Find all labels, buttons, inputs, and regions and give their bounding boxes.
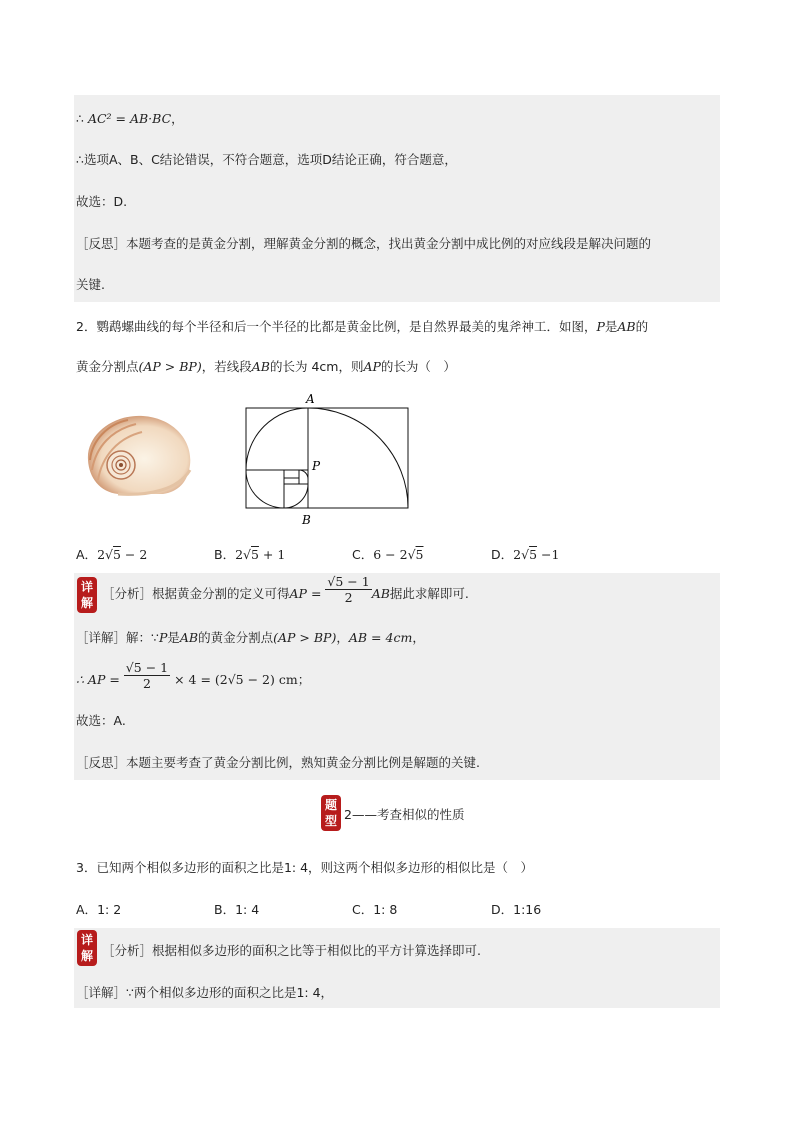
q3-stem: 3．已知两个相似多边形的面积之比是1: 4，则这两个相似多边形的相似比是（ ） xyxy=(76,860,534,875)
q2-stem-line1: 2．鹦鹉螺曲线的每个半径和后一个半径的比都是黄金比例，是自然界最美的鬼斧神工．如图，P是AB的 xyxy=(76,319,649,334)
block1-reflection: ［反思］本题考查的是黄金分割，理解黄金分割的概念，找出黄金分割中成比例的对应线段是解决问题的 xyxy=(76,236,652,251)
q2-analysis: ［分析］根据黄金分割的定义可得AP = $\frac{√5 - 1}{2}$ AB据此求解即可. xyxy=(102,574,469,605)
q2-option-d[interactable]: D．2√5 −1 xyxy=(491,547,560,562)
q3-detail: ［详解］∵两个相似多边形的面积之比是1: 4， xyxy=(76,985,334,1000)
q3-option-c[interactable]: C．1: 8 xyxy=(352,902,398,917)
label-p: P xyxy=(312,459,321,473)
q2-stem-line2: 黄金分割点(AP > BP)，若线段AB的长为 4cm，则AP的长为（ ） xyxy=(76,359,456,374)
block1-line1: ∴ AC² = AB·BC， xyxy=(76,111,184,126)
equation-ac-squared: AC² = AB·BC xyxy=(87,111,172,126)
block1-line3: 故选：D. xyxy=(76,194,128,209)
detail-badge-icon-2: 详解 xyxy=(77,930,97,966)
q3-analysis: ［分析］根据相似多边形的面积之比等于相似比的平方计算选择即可. xyxy=(102,943,481,958)
q3-option-d[interactable]: D．1:16 xyxy=(491,902,542,917)
block1-line2: ∴选项A、B、C结论错误，不符合题意，选项D结论正确，符合题意， xyxy=(76,152,457,167)
q2-answer: 故选：A. xyxy=(76,713,126,728)
q3-option-a[interactable]: A．1: 2 xyxy=(76,902,122,917)
block1-reflection-end: 关键. xyxy=(76,277,105,292)
nautilus-shell-image xyxy=(78,410,196,496)
q2-reflection: ［反思］本题主要考查了黄金分割比例，熟知黄金分割比例是解题的关键. xyxy=(76,755,480,770)
fraction-golden: $\frac{√5 - 1}{2}$ xyxy=(327,574,370,605)
q2-calc: ∴ AP = $\frac{√5 - 1}{2}$ × 4 = (2√5 − 2) cm； xyxy=(76,660,311,691)
q2-option-a[interactable]: A．2√5 − 2 xyxy=(76,547,148,562)
q3-option-b[interactable]: B．1: 4 xyxy=(214,902,260,917)
golden-spiral-figure xyxy=(240,388,415,530)
label-a: A xyxy=(306,392,315,406)
label-b: B xyxy=(302,513,311,527)
fraction-calc: $\frac{√5 - 1}{2}$ xyxy=(125,660,169,691)
q2-option-c[interactable]: C．6 − 2√5 xyxy=(352,547,424,562)
section-title: 2——考查相似的性质 xyxy=(344,807,465,822)
question-type-badge-icon: 题型 xyxy=(321,795,341,831)
q2-option-b[interactable]: B．2√5 + 1 xyxy=(214,547,286,562)
q2-detail: ［详解］解：∵P是AB的黄金分割点(AP > BP)，AB = 4cm， xyxy=(76,630,425,645)
detail-badge-icon: 详解 xyxy=(77,577,97,613)
